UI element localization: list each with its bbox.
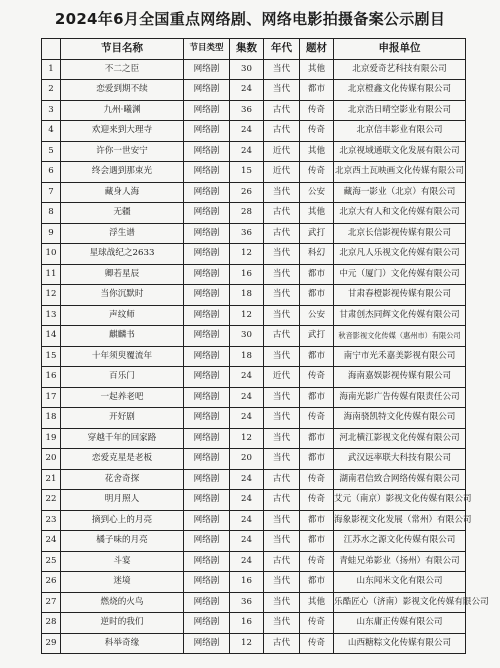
era-cell: 当代 — [264, 244, 300, 265]
program-type-cell: 网络剧 — [184, 182, 230, 203]
episode-count-cell: 24 — [230, 469, 264, 490]
table-row — [42, 633, 466, 654]
program-name-cell: 恋爱克星是老板 — [61, 449, 184, 470]
applicant-company-cell: 秋音影视文化传媒（惠州市）有限公司 — [334, 326, 466, 347]
theme-cell: 传奇 — [300, 469, 334, 490]
program-name-cell: 许你一世安宁 — [61, 141, 184, 162]
applicant-company-cell: 山东庸正传媒有限公司 — [334, 613, 466, 634]
table-row — [42, 162, 466, 183]
era-cell: 当代 — [264, 285, 300, 306]
applicant-company-cell: 海象影视文化发展（常州）有限公司 — [334, 510, 466, 531]
episode-count-cell: 16 — [230, 264, 264, 285]
row-number-cell: 20 — [42, 449, 61, 470]
row-number-cell: 17 — [42, 387, 61, 408]
program-name-cell: 藏身人海 — [61, 182, 184, 203]
row-number-cell: 12 — [42, 285, 61, 306]
applicant-company-cell: 甘肃创杰同辉文化传媒有限公司 — [334, 305, 466, 326]
era-cell: 古代 — [264, 326, 300, 347]
era-cell: 当代 — [264, 264, 300, 285]
theme-cell: 其他 — [300, 141, 334, 162]
table-row — [42, 428, 466, 449]
row-number-cell: 16 — [42, 367, 61, 388]
program-type-cell: 网络剧 — [184, 510, 230, 531]
era-cell: 近代 — [264, 162, 300, 183]
applicant-company-cell: 北京西土瓦映画文化传媒有限公司 — [334, 162, 466, 183]
theme-cell: 传奇 — [300, 162, 334, 183]
era-cell: 古代 — [264, 551, 300, 572]
table-row — [42, 490, 466, 511]
program-type-cell: 网络剧 — [184, 346, 230, 367]
episode-count-cell: 24 — [230, 367, 264, 388]
row-number-cell: 7 — [42, 182, 61, 203]
theme-cell: 传奇 — [300, 613, 334, 634]
table-row — [42, 203, 466, 224]
era-cell: 当代 — [264, 59, 300, 80]
episode-count-cell: 28 — [230, 203, 264, 224]
table-row — [42, 223, 466, 244]
era-cell: 古代 — [264, 490, 300, 511]
program-name-cell: 迷境 — [61, 572, 184, 593]
episode-count-cell: 12 — [230, 428, 264, 449]
episode-count-cell: 24 — [230, 387, 264, 408]
row-number-cell: 28 — [42, 613, 61, 634]
program-type-cell: 网络剧 — [184, 203, 230, 224]
episode-count-cell: 24 — [230, 510, 264, 531]
era-cell: 当代 — [264, 531, 300, 552]
table-row — [42, 449, 466, 470]
theme-cell: 科幻 — [300, 244, 334, 265]
program-type-cell: 网络剧 — [184, 592, 230, 613]
table-row — [42, 469, 466, 490]
era-cell: 近代 — [264, 141, 300, 162]
era-cell: 古代 — [264, 469, 300, 490]
header-type: 节目类型 — [184, 39, 230, 60]
program-name-cell: 摘到心上的月亮 — [61, 510, 184, 531]
program-name-cell: 无疆 — [61, 203, 184, 224]
program-type-cell: 网络剧 — [184, 490, 230, 511]
applicant-company-cell: 河北横江影视文化传媒有限公司 — [334, 428, 466, 449]
theme-cell: 公安 — [300, 305, 334, 326]
program-name-cell: 当你沉默时 — [61, 285, 184, 306]
episode-count-cell: 24 — [230, 121, 264, 142]
theme-cell: 传奇 — [300, 551, 334, 572]
theme-cell: 公安 — [300, 182, 334, 203]
theme-cell: 传奇 — [300, 490, 334, 511]
program-type-cell: 网络剧 — [184, 633, 230, 654]
table-row — [42, 510, 466, 531]
program-type-cell: 网络剧 — [184, 551, 230, 572]
table-row — [42, 592, 466, 613]
episode-count-cell: 18 — [230, 346, 264, 367]
episode-count-cell: 30 — [230, 326, 264, 347]
theme-cell: 传奇 — [300, 633, 334, 654]
table-row — [42, 572, 466, 593]
program-name-cell: 十年须臾覆流年 — [61, 346, 184, 367]
program-type-cell: 网络剧 — [184, 264, 230, 285]
era-cell: 当代 — [264, 428, 300, 449]
applicant-company-cell: 北京长信影视传媒有限公司 — [334, 223, 466, 244]
program-name-cell: 九州·曦渊 — [61, 100, 184, 121]
era-cell: 当代 — [264, 305, 300, 326]
episode-count-cell: 26 — [230, 182, 264, 203]
applicant-company-cell: 北京浩日晴空影业有限公司 — [334, 100, 466, 121]
table-row — [42, 551, 466, 572]
row-number-cell: 11 — [42, 264, 61, 285]
table-row — [42, 367, 466, 388]
applicant-company-cell: 藏海一影业（北京）有限公司 — [334, 182, 466, 203]
program-type-cell: 网络剧 — [184, 141, 230, 162]
program-type-cell: 网络剧 — [184, 223, 230, 244]
row-number-cell: 6 — [42, 162, 61, 183]
episode-count-cell: 15 — [230, 162, 264, 183]
program-name-cell: 逆时的我们 — [61, 613, 184, 634]
theme-cell: 其他 — [300, 203, 334, 224]
header-company: 申报单位 — [334, 39, 466, 60]
program-name-cell: 一起养老吧 — [61, 387, 184, 408]
header-era: 年代 — [264, 39, 300, 60]
row-number-cell: 14 — [42, 326, 61, 347]
program-type-cell: 网络剧 — [184, 162, 230, 183]
program-name-cell: 穿越千年的回家路 — [61, 428, 184, 449]
header-theme: 题材 — [300, 39, 334, 60]
table-row — [42, 80, 466, 101]
program-type-cell: 网络剧 — [184, 367, 230, 388]
applicant-company-cell: 北京橙鑫文化传媒有限公司 — [334, 80, 466, 101]
page-title: 2024年6月全国重点网络剧、网络电影拍摄备案公示剧目 — [54, 10, 446, 28]
applicant-company-cell: 青蛙兄弟影业（扬州）有限公司 — [334, 551, 466, 572]
episode-count-cell: 16 — [230, 572, 264, 593]
table-row — [42, 346, 466, 367]
theme-cell: 武打 — [300, 223, 334, 244]
program-type-cell: 网络剧 — [184, 59, 230, 80]
era-cell: 当代 — [264, 572, 300, 593]
table-row — [42, 59, 466, 80]
program-name-cell: 开好剧 — [61, 408, 184, 429]
applicant-company-cell: 北京大有人和文化传媒有限公司 — [334, 203, 466, 224]
episode-count-cell: 24 — [230, 408, 264, 429]
theme-cell: 都市 — [300, 572, 334, 593]
row-number-cell: 13 — [42, 305, 61, 326]
row-number-cell: 2 — [42, 80, 61, 101]
theme-cell: 都市 — [300, 346, 334, 367]
row-number-cell: 26 — [42, 572, 61, 593]
applicant-company-cell: 山西糖粽文化传媒有限公司 — [334, 633, 466, 654]
table-row — [42, 264, 466, 285]
program-name-cell: 科举奇缘 — [61, 633, 184, 654]
theme-cell: 都市 — [300, 264, 334, 285]
program-name-cell: 声纹师 — [61, 305, 184, 326]
era-cell: 古代 — [264, 121, 300, 142]
program-name-cell: 明月照人 — [61, 490, 184, 511]
episode-count-cell: 12 — [230, 244, 264, 265]
theme-cell: 都市 — [300, 387, 334, 408]
era-cell: 当代 — [264, 346, 300, 367]
applicant-company-cell: 北京视域通联文化发展有限公司 — [334, 141, 466, 162]
row-number-cell: 29 — [42, 633, 61, 654]
program-type-cell: 网络剧 — [184, 387, 230, 408]
program-name-cell: 橘子味的月亮 — [61, 531, 184, 552]
episode-count-cell: 24 — [230, 80, 264, 101]
episode-count-cell: 18 — [230, 285, 264, 306]
program-type-cell: 网络剧 — [184, 80, 230, 101]
program-type-cell: 网络剧 — [184, 121, 230, 142]
era-cell: 当代 — [264, 592, 300, 613]
theme-cell: 都市 — [300, 531, 334, 552]
table-row — [42, 141, 466, 162]
applicant-company-cell: 山东闻米文化有限公司 — [334, 572, 466, 593]
table-row — [42, 100, 466, 121]
row-number-cell: 21 — [42, 469, 61, 490]
program-name-cell: 不二之臣 — [61, 59, 184, 80]
table-row — [42, 121, 466, 142]
program-type-cell: 网络剧 — [184, 572, 230, 593]
theme-cell: 都市 — [300, 510, 334, 531]
row-number-cell: 8 — [42, 203, 61, 224]
program-name-cell: 斗宴 — [61, 551, 184, 572]
applicant-company-cell: 武汉远率联大科技有限公司 — [334, 449, 466, 470]
row-number-cell: 3 — [42, 100, 61, 121]
era-cell: 古代 — [264, 100, 300, 121]
table-row — [42, 326, 466, 347]
theme-cell: 传奇 — [300, 100, 334, 121]
era-cell: 当代 — [264, 510, 300, 531]
table-row — [42, 285, 466, 306]
table-header-row — [42, 39, 466, 60]
episode-count-cell: 24 — [230, 551, 264, 572]
applicant-company-cell: 中元（厦门）文化传媒有限公司 — [334, 264, 466, 285]
applicant-company-cell: 海南骁凯特文化传媒有限公司 — [334, 408, 466, 429]
applicant-company-cell: 海南光影广告传媒有限责任公司 — [334, 387, 466, 408]
program-type-cell: 网络剧 — [184, 531, 230, 552]
table-row — [42, 182, 466, 203]
era-cell: 当代 — [264, 80, 300, 101]
era-cell: 当代 — [264, 182, 300, 203]
episode-count-cell: 30 — [230, 59, 264, 80]
era-cell: 当代 — [264, 387, 300, 408]
era-cell: 近代 — [264, 367, 300, 388]
era-cell: 当代 — [264, 408, 300, 429]
theme-cell: 传奇 — [300, 367, 334, 388]
episode-count-cell: 36 — [230, 100, 264, 121]
row-number-cell: 19 — [42, 428, 61, 449]
theme-cell: 其他 — [300, 592, 334, 613]
program-type-cell: 网络剧 — [184, 469, 230, 490]
theme-cell: 都市 — [300, 449, 334, 470]
applicant-company-cell: 湖南君信致合网络传媒有限公司 — [334, 469, 466, 490]
program-name-cell: 花舍奇探 — [61, 469, 184, 490]
applicant-company-cell: 北京爱奇艺科技有限公司 — [334, 59, 466, 80]
row-number-cell: 23 — [42, 510, 61, 531]
program-name-cell: 星球战纪之2633 — [61, 244, 184, 265]
theme-cell: 武打 — [300, 326, 334, 347]
era-cell: 当代 — [264, 449, 300, 470]
program-name-cell: 燃烧的火鸟 — [61, 592, 184, 613]
program-name-cell: 欢迎来到大理寺 — [61, 121, 184, 142]
program-type-cell: 网络剧 — [184, 613, 230, 634]
program-name-cell: 卿若星辰 — [61, 264, 184, 285]
row-number-cell: 15 — [42, 346, 61, 367]
table-row — [42, 613, 466, 634]
episode-count-cell: 24 — [230, 490, 264, 511]
drama-list-table — [41, 38, 489, 654]
program-name-cell: 麒麟书 — [61, 326, 184, 347]
episode-count-cell: 12 — [230, 633, 264, 654]
applicant-company-cell: 甘肃春橙影视传媒有限公司 — [334, 285, 466, 306]
row-number-cell: 5 — [42, 141, 61, 162]
program-type-cell: 网络剧 — [184, 449, 230, 470]
episode-count-cell: 20 — [230, 449, 264, 470]
row-number-cell: 27 — [42, 592, 61, 613]
era-cell: 古代 — [264, 223, 300, 244]
era-cell: 当代 — [264, 613, 300, 634]
theme-cell: 传奇 — [300, 408, 334, 429]
program-name-cell: 恋爱到期不续 — [61, 80, 184, 101]
applicant-company-cell: 乐酷匠心（济南）影视文化传媒有限公司 — [334, 592, 466, 613]
table-row — [42, 387, 466, 408]
episode-count-cell: 36 — [230, 223, 264, 244]
applicant-company-cell: 北京信丰影业有限公司 — [334, 121, 466, 142]
theme-cell: 都市 — [300, 285, 334, 306]
episode-count-cell: 16 — [230, 613, 264, 634]
header-episodes: 集数 — [230, 39, 264, 60]
applicant-company-cell: 艾元（南京）影视文化传媒有限公司 — [334, 490, 466, 511]
row-number-cell: 4 — [42, 121, 61, 142]
applicant-company-cell: 南宁市光禾嘉美影视有限公司 — [334, 346, 466, 367]
program-type-cell: 网络剧 — [184, 100, 230, 121]
table-row — [42, 408, 466, 429]
table-row — [42, 531, 466, 552]
era-cell: 古代 — [264, 633, 300, 654]
program-type-cell: 网络剧 — [184, 428, 230, 449]
program-type-cell: 网络剧 — [184, 244, 230, 265]
era-cell: 古代 — [264, 203, 300, 224]
table-row — [42, 244, 466, 265]
episode-count-cell: 12 — [230, 305, 264, 326]
episode-count-cell: 36 — [230, 592, 264, 613]
episode-count-cell: 24 — [230, 531, 264, 552]
program-name-cell: 百乐门 — [61, 367, 184, 388]
episode-count-cell: 24 — [230, 141, 264, 162]
program-name-cell: 浮生谱 — [61, 223, 184, 244]
program-type-cell: 网络剧 — [184, 408, 230, 429]
theme-cell: 其他 — [300, 59, 334, 80]
row-number-cell: 18 — [42, 408, 61, 429]
program-type-cell: 网络剧 — [184, 326, 230, 347]
theme-cell: 都市 — [300, 80, 334, 101]
applicant-company-cell: 北京凡人乐视文化传媒有限公司 — [334, 244, 466, 265]
row-number-cell: 10 — [42, 244, 61, 265]
table-row — [42, 305, 466, 326]
program-name-cell: 终会遇到那束光 — [61, 162, 184, 183]
applicant-company-cell: 江苏水之源文化传媒有限公司 — [334, 531, 466, 552]
program-type-cell: 网络剧 — [184, 305, 230, 326]
row-number-cell: 24 — [42, 531, 61, 552]
theme-cell: 传奇 — [300, 121, 334, 142]
theme-cell: 都市 — [300, 428, 334, 449]
row-number-cell: 9 — [42, 223, 61, 244]
program-type-cell: 网络剧 — [184, 285, 230, 306]
applicant-company-cell: 海南嘉娱影视传媒有限公司 — [334, 367, 466, 388]
row-number-cell: 1 — [42, 59, 61, 80]
header-number — [42, 39, 61, 60]
row-number-cell: 22 — [42, 490, 61, 511]
row-number-cell: 25 — [42, 551, 61, 572]
header-title: 节目名称 — [61, 39, 184, 60]
